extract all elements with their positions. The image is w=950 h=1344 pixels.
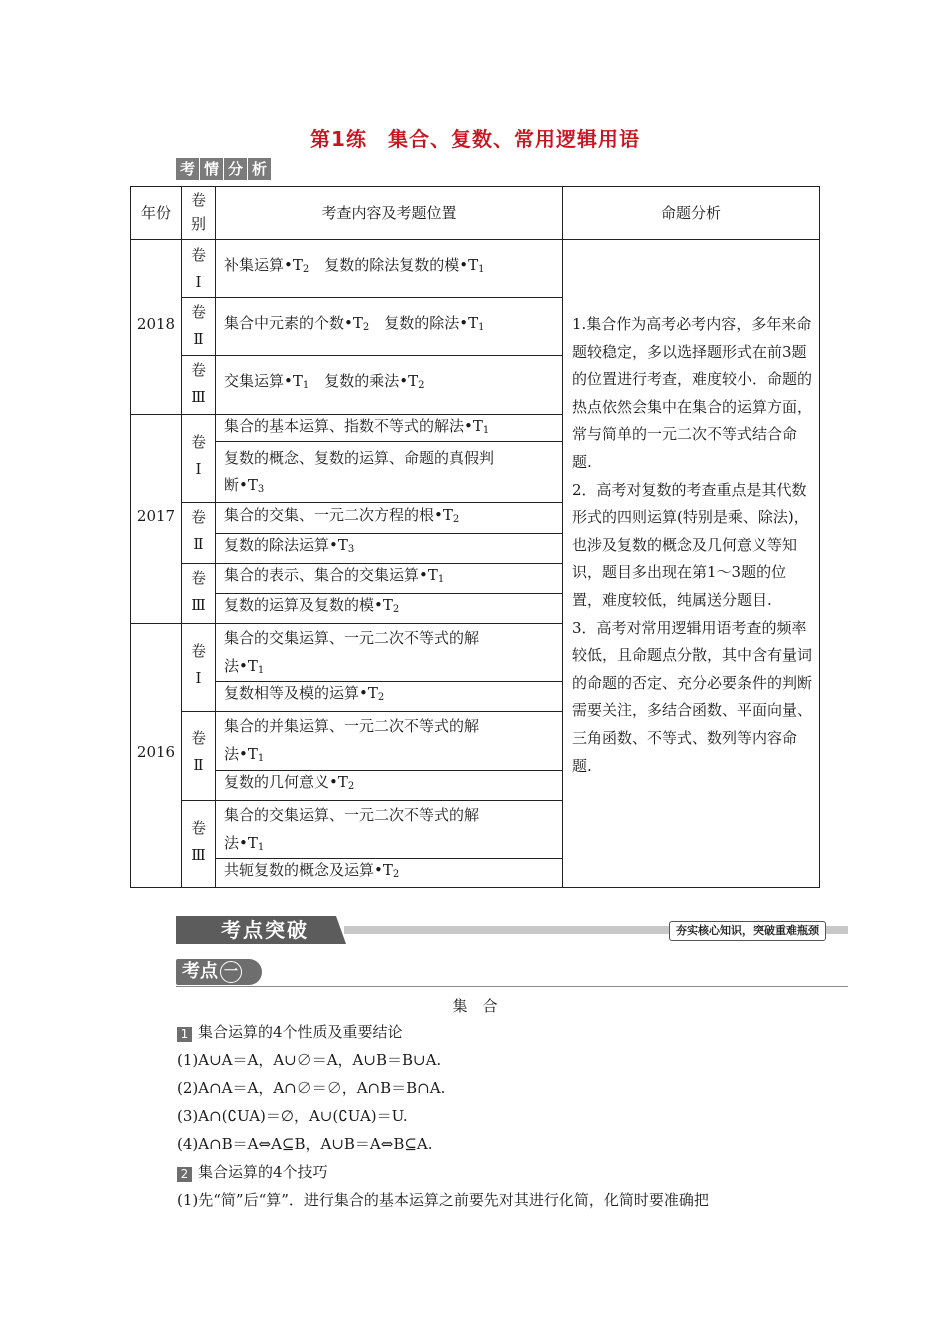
formula-line: (1)A∪A＝A，A∪∅＝A，A∪B＝B∪A. (177, 1051, 442, 1069)
analysis-cell (572, 311, 812, 780)
content-cell: 集合的并集运算、一元二次不等式的解 法$•T_1$ (224, 717, 480, 764)
content-cell: 集合的表示、集合的交集运算$•T_1$ (224, 566, 445, 585)
analysis-paragraph: 2．高考对复数的考查重点是其代数形式的四则运算(特别是乘、除法)，也涉及复数的概念及几何意义等知识，题目多出现在第1～3题的位置，难度较低，纯属送分题目. (572, 480, 809, 609)
content-cell: 共轭复数的概念及运算$•T_2$ (224, 861, 400, 880)
formula-line: (2)A∩A＝A，A∩∅＝∅，A∩B＝B∩A. (177, 1079, 446, 1097)
volume-cell: 卷 Ⅲ (190, 361, 206, 406)
kaodian-number: 一 (220, 961, 242, 983)
content-cell: 集合的交集运算、一元二次不等式的解 法$•T_1$ (224, 629, 480, 676)
content-cell: 交集运算$•T_1$ 复数的乘法$•T_2$ (224, 372, 425, 391)
volume-cell: 卷 Ⅱ (190, 729, 206, 774)
year-cell: 2018 (136, 315, 176, 333)
analysis-paragraph: 1.集合作为高考必考内容，多年来命题较稳定，多以选择题形式在前3题的位置进行考查，难度较小．命题的热点依然会集中在集合的运算方面，常与简单的一元二次不等式结合命题. (572, 315, 813, 471)
content-cell: 复数的几何意义$•T_2$ (224, 773, 355, 792)
year-cell: 2017 (136, 507, 176, 525)
divider (176, 986, 848, 987)
header-analysis: 命题分析 (660, 204, 721, 222)
tag-char: 情 (200, 158, 223, 180)
banner-slogan: 夯实核心知识，突破重难瓶颈 (669, 921, 826, 941)
header-volume: 卷 别 (190, 191, 206, 233)
volume-cell: 卷 Ⅱ (190, 303, 206, 348)
paragraph-line: (1)先“简”后“算”．进行集合的基本运算之前要先对其进行化简，化简时要准确把 (177, 1191, 709, 1209)
tag-char: 考 (176, 158, 199, 180)
item-heading: 2 集合运算的4个技巧 (177, 1162, 328, 1182)
content-cell: 集合的交集运算、一元二次不等式的解 法$•T_1$ (224, 806, 480, 853)
volume-cell: 卷 Ⅱ (190, 508, 206, 553)
content-cell: 补集运算$•T_2$ 复数的除法复数的模$•T_1$ (224, 256, 485, 275)
item-heading: 1 集合运算的4个性质及重要结论 (177, 1022, 403, 1042)
number-badge: 2 (177, 1167, 192, 1182)
header-content: 考查内容及考题位置 (321, 204, 457, 222)
analysis-paragraph: 3．高考对常用逻辑用语考查的频率较低，且命题点分散，其中含有量词的命题的否定、充分必要条件的判断需要关注，多结合函数、平面向量、三角函数、不等式、数列等内容命题. (572, 618, 813, 775)
volume-cell: 卷 Ⅰ (190, 246, 206, 291)
kaodian-label: 考点 一 (176, 959, 262, 985)
content-cell: 复数相等及模的运算$•T_2$ (224, 684, 385, 703)
content-cell: 复数的除法运算$•T_3$ (224, 536, 355, 555)
formula-line: (4)A∩B＝A⇔A⊆B，A∪B＝A⇔B⊆A. (177, 1135, 433, 1153)
tag-char: 分 (224, 158, 247, 180)
volume-cell: 卷 Ⅰ (190, 642, 206, 687)
volume-cell: 卷 Ⅰ (190, 433, 206, 478)
page-title: 第1练 集合、复数、常用逻辑用语 (310, 127, 640, 151)
tag-char: 析 (248, 158, 271, 180)
number-badge: 1 (177, 1027, 192, 1042)
content-cell: 集合的基本运算、指数不等式的解法$•T_1$ (224, 417, 490, 436)
banner-title: 考点突破 (221, 918, 309, 942)
volume-cell: 卷 Ⅲ (190, 819, 206, 864)
content-cell: 集合中元素的个数$•T_2$ 复数的除法$•T_1$ (224, 314, 485, 333)
volume-cell: 卷 Ⅲ (190, 569, 206, 614)
header-year: 年份 (140, 204, 171, 222)
content-cell: 集合的交集、一元二次方程的根$•T_2$ (224, 506, 460, 525)
formula-line: (3)A∩(∁UA)＝∅，A∪(∁UA)＝U. (177, 1107, 408, 1125)
section-title: 集 合 (452, 997, 498, 1015)
content-cell: 复数的概念、复数的运算、命题的真假判 断$•T_3$ (224, 449, 495, 495)
year-cell: 2016 (136, 743, 176, 761)
section-banner (176, 916, 848, 944)
content-cell: 复数的运算及复数的模$•T_2$ (224, 596, 400, 615)
